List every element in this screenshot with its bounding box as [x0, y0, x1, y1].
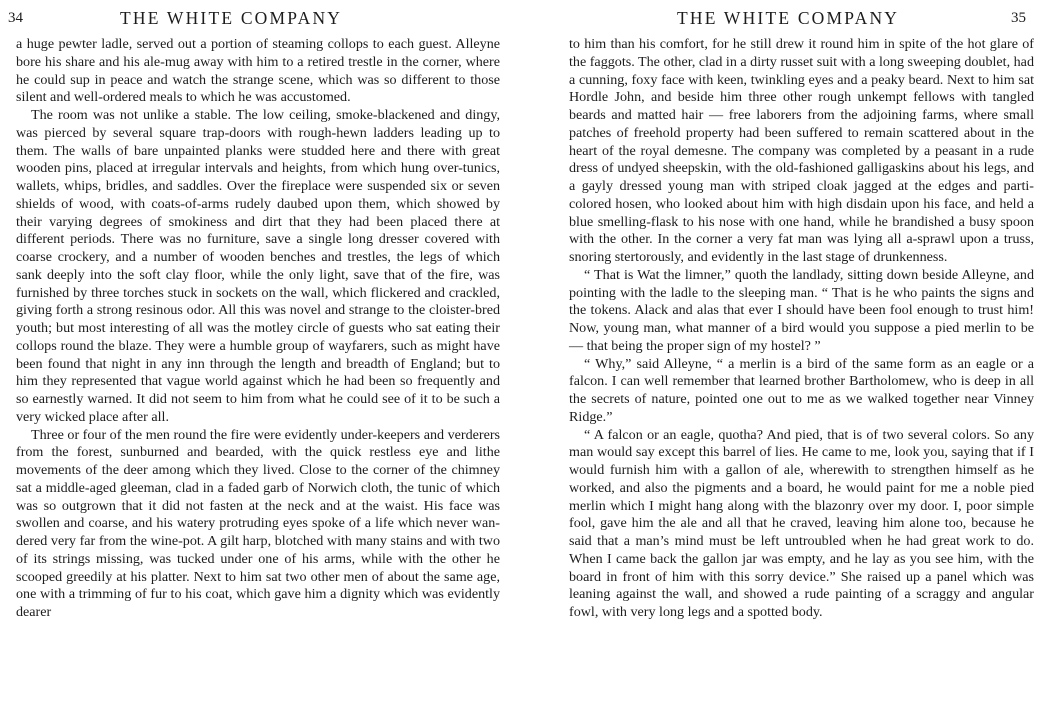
- left-page: [0, 0, 520, 711]
- right-page: [527, 0, 1047, 711]
- running-title: THE WHITE COMPANY: [120, 8, 343, 28]
- paragraph: a huge pewter ladle, served out a portion of steaming collops to each guest. Alleyne bore his share and his ale-mug away with him to a retired trestle in the corner, where he could sup in peace and watch the strange scene, which was so different to those silent and well-ordered meals to which he was accustomed.: [16, 36, 500, 106]
- page-body: [16, 36, 500, 622]
- paragraph: The room was not unlike a stable. The low ceiling, smoke-blackened and dingy, was pierced by several square trap-doors with rough-hewn ladders leading up to them. The walls of bare unpainted planks were studded here and there with great wooden pins, placed at irregular intervals and heights, from which hung over-tunics, wallets, whips, bridles, and saddles. Over the fireplace were suspended six or seven shields of wood, with coats-of-arms rudely daubed upon them, which showed by their varying degrees of smokiness and dirt that they had been placed there at different periods. There was no furniture, save a single long dresser covered with coarse crockery, and a number of wooden benches and trestles, the legs of which sank deeply into the soft clay floor, while the only light, save that of the fire, was furnished by three torches stuck in sockets on the wall, which flickered and crackled, giving forth a strong resinous odor. All this was novel and strange to the cloister-bred youth; but most interesting of all was the motley circle of guests who sat eating their collops round the blaze. They were a humble group of wayfarers, such as might have been found that night in any inn through the length and breadth of England; but to him they represented that vague world against which he had been so frequently and so earnestly warned. It did not seem to him from what he could see of it to be such a very wicked place after all.: [16, 107, 500, 425]
- paragraph: Three or four of the men round the fire were evidently under-keepers and verderers from the forest, sunburned and bearded, with the quick restless eye and lithe movements of the deer among which they lived. Close to the corner of the chimney sat a middle-aged gleeman, clad in a faded garb of Norwich cloth, the tunic of which was so outgrown that it did not fasten at the neck and at the waist. His face was swollen and coarse, and his watery protruding eyes spoke of a life which never wandered very far from the wine-pot. A gilt harp, blotched with many stains and with two of its strings missing, was tucked under one of his arms, while with the other he scooped greedily at his platter. Next to him sat two other men of about the same age, one with a trimming of fur to his coat, which gave him a dignity which was evidently dearer: [16, 426, 500, 620]
- paragraph: “ A falcon or an eagle, quotha? And pied, that is of two several colors. So any man would say except this barrel of lies. He came to me, look you, saying that if I would furnish him with a gallon of ale, wherewith to strengthen himself as he worked, and also the pigments and a board, he would paint for me a noble pied merlin which I might hang along with the blazonry over my door. I, poor simple fool, gave him the ale and all that he craved, leaving him alone too, because he said that a man’s mind must be left untroubled when he had great work to do. When I came back the gallon jar was empty, and he lay as you see him, with the board in front of him with this sorry device.” She raised up a panel which was leaning against the wall, and showed a rude painting of a scraggy and angular fowl, with very long legs and a spotted body.: [569, 426, 1034, 620]
- paragraph: “ That is Wat the limner,” quoth the landlady, sitting down beside Alleyne, and pointing with the ladle to the sleeping man. “ That is he who paints the signs and the tokens. Alack and alas that ever I should have been fool enough to trust him! Now, young man, what manner of a bird would you suppose a pied merlin to be — that being the proper sign of my hostel? ”: [569, 266, 1034, 354]
- page-number: 35: [1011, 10, 1026, 26]
- paragraph: “ Why,” said Alleyne, “ a merlin is a bird of the same form as an eagle or a falcon. I can well remember that learned brother Bartholomew, who is deep in all the secrets of nature, pointed one out to me as we walked together near Vinney Ridge.”: [569, 355, 1034, 425]
- page-number: 34: [8, 10, 23, 26]
- page-body: [569, 36, 1034, 622]
- paragraph: to him than his comfort, for he still drew it round him in spite of the hot glare of the faggots. The other, clad in a dirty russet suit with a long sweeping doublet, had a cunning, foxy face with keen, twinkling eyes and a peaky beard. Next to him sat Hordle John, and beside him three other rough unkempt fellows with tangled beards and matted hair — free laborers from the adjoining farms, where small patches of freehold property had been suffered to remain scattered about in the heart of the royal demesne. The company was completed by a peasant in a rude dress of undyed sheepskin, with the old-fashioned galligaskins about his legs, and a gayly dressed young man with striped cloak jagged at the edges and parti-colored hosen, who looked about him with high disdain upon his face, and held a blue smelling-flask to his nose with one hand, while he brandished a busy spoon with the other. In the corner a very fat man was lying all a-sprawl upon a truss, snoring stertorously, and evidently in the last stage of drunkenness.: [569, 36, 1034, 265]
- running-title: THE WHITE COMPANY: [677, 8, 900, 28]
